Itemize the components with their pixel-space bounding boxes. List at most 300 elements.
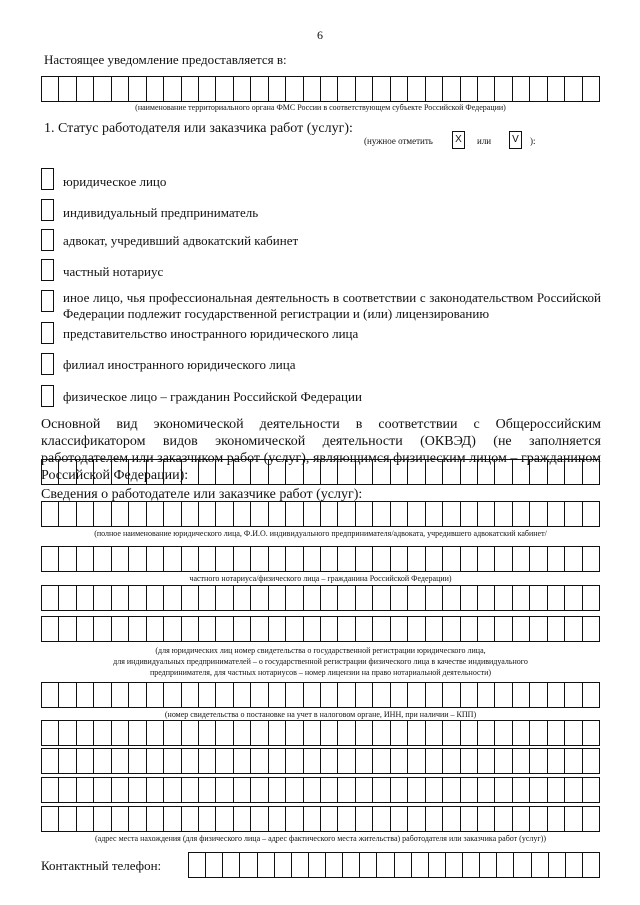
fms-authority-field[interactable]: [41, 76, 600, 102]
input-cell[interactable]: [548, 616, 565, 642]
input-cell[interactable]: [164, 585, 181, 611]
input-cell[interactable]: [286, 459, 303, 485]
input-cell[interactable]: [391, 76, 408, 102]
input-cell[interactable]: [513, 546, 530, 572]
input-cell[interactable]: [338, 459, 355, 485]
input-cell[interactable]: [548, 806, 565, 832]
input-cell[interactable]: [112, 459, 129, 485]
input-cell[interactable]: [549, 852, 566, 878]
input-cell[interactable]: [373, 720, 390, 746]
input-cell[interactable]: [338, 682, 355, 708]
input-cell[interactable]: [408, 546, 425, 572]
input-cell[interactable]: [147, 501, 164, 527]
input-cell[interactable]: [234, 459, 251, 485]
input-cell[interactable]: [514, 852, 531, 878]
input-cell[interactable]: [391, 720, 408, 746]
input-cell[interactable]: [565, 546, 582, 572]
phone-field[interactable]: [188, 852, 600, 878]
input-cell[interactable]: [338, 616, 355, 642]
input-cell[interactable]: [182, 585, 199, 611]
input-cell[interactable]: [147, 806, 164, 832]
input-cell[interactable]: [164, 806, 181, 832]
input-cell[interactable]: [478, 546, 495, 572]
input-cell[interactable]: [77, 748, 94, 774]
input-cell[interactable]: [478, 616, 495, 642]
input-cell[interactable]: [548, 76, 565, 102]
input-cell[interactable]: [147, 720, 164, 746]
input-cell[interactable]: [548, 748, 565, 774]
checkbox-legal-entity[interactable]: [41, 168, 54, 190]
input-cell[interactable]: [321, 76, 338, 102]
input-cell[interactable]: [513, 501, 530, 527]
input-cell[interactable]: [391, 806, 408, 832]
input-cell[interactable]: [199, 777, 216, 803]
input-cell[interactable]: [251, 76, 268, 102]
input-cell[interactable]: [461, 616, 478, 642]
input-cell[interactable]: [164, 501, 181, 527]
input-cell[interactable]: [495, 585, 512, 611]
input-cell[interactable]: [59, 777, 76, 803]
input-cell[interactable]: [309, 852, 326, 878]
input-cell[interactable]: [269, 777, 286, 803]
input-cell[interactable]: [443, 806, 460, 832]
input-cell[interactable]: [42, 806, 59, 832]
input-cell[interactable]: [304, 806, 321, 832]
input-cell[interactable]: [530, 585, 547, 611]
input-cell[interactable]: [373, 806, 390, 832]
input-cell[interactable]: [480, 852, 497, 878]
input-cell[interactable]: [77, 459, 94, 485]
input-cell[interactable]: [326, 852, 343, 878]
input-cell[interactable]: [42, 616, 59, 642]
input-cell[interactable]: [199, 748, 216, 774]
input-cell[interactable]: [391, 585, 408, 611]
input-cell[interactable]: [461, 585, 478, 611]
input-cell[interactable]: [77, 720, 94, 746]
input-cell[interactable]: [199, 616, 216, 642]
input-cell[interactable]: [583, 720, 600, 746]
input-cell[interactable]: [426, 546, 443, 572]
input-cell[interactable]: [147, 459, 164, 485]
input-cell[interactable]: [216, 682, 233, 708]
input-cell[interactable]: [356, 585, 373, 611]
input-cell[interactable]: [583, 748, 600, 774]
input-cell[interactable]: [565, 777, 582, 803]
input-cell[interactable]: [513, 748, 530, 774]
input-cell[interactable]: [112, 748, 129, 774]
input-cell[interactable]: [216, 720, 233, 746]
input-cell[interactable]: [269, 748, 286, 774]
input-cell[interactable]: [42, 585, 59, 611]
input-cell[interactable]: [583, 459, 600, 485]
input-cell[interactable]: [429, 852, 446, 878]
input-cell[interactable]: [251, 546, 268, 572]
registration-row-2[interactable]: [41, 616, 600, 642]
input-cell[interactable]: [304, 748, 321, 774]
input-cell[interactable]: [216, 616, 233, 642]
input-cell[interactable]: [129, 501, 146, 527]
input-cell[interactable]: [408, 748, 425, 774]
input-cell[interactable]: [94, 682, 111, 708]
input-cell[interactable]: [548, 459, 565, 485]
input-cell[interactable]: [234, 501, 251, 527]
input-cell[interactable]: [112, 585, 129, 611]
input-cell[interactable]: [343, 852, 360, 878]
input-cell[interactable]: [356, 501, 373, 527]
input-cell[interactable]: [59, 76, 76, 102]
input-cell[interactable]: [426, 76, 443, 102]
input-cell[interactable]: [408, 777, 425, 803]
checkbox-other-person[interactable]: [41, 290, 54, 312]
input-cell[interactable]: [583, 616, 600, 642]
input-cell[interactable]: [373, 682, 390, 708]
input-cell[interactable]: [251, 682, 268, 708]
input-cell[interactable]: [42, 459, 59, 485]
input-cell[interactable]: [147, 546, 164, 572]
input-cell[interactable]: [112, 806, 129, 832]
input-cell[interactable]: [164, 777, 181, 803]
input-cell[interactable]: [356, 459, 373, 485]
input-cell[interactable]: [478, 459, 495, 485]
input-cell[interactable]: [94, 546, 111, 572]
input-cell[interactable]: [513, 720, 530, 746]
input-cell[interactable]: [461, 777, 478, 803]
input-cell[interactable]: [269, 720, 286, 746]
input-cell[interactable]: [495, 777, 512, 803]
input-cell[interactable]: [129, 546, 146, 572]
input-cell[interactable]: [426, 806, 443, 832]
tax-number-field[interactable]: [41, 682, 600, 708]
input-cell[interactable]: [112, 616, 129, 642]
input-cell[interactable]: [321, 748, 338, 774]
input-cell[interactable]: [497, 852, 514, 878]
input-cell[interactable]: [478, 748, 495, 774]
input-cell[interactable]: [530, 720, 547, 746]
input-cell[interactable]: [112, 777, 129, 803]
input-cell[interactable]: [129, 720, 146, 746]
input-cell[interactable]: [251, 748, 268, 774]
input-cell[interactable]: [566, 852, 583, 878]
input-cell[interactable]: [461, 720, 478, 746]
input-cell[interactable]: [530, 501, 547, 527]
input-cell[interactable]: [164, 682, 181, 708]
input-cell[interactable]: [112, 546, 129, 572]
input-cell[interactable]: [59, 682, 76, 708]
input-cell[interactable]: [461, 546, 478, 572]
input-cell[interactable]: [461, 806, 478, 832]
input-cell[interactable]: [373, 748, 390, 774]
input-cell[interactable]: [356, 76, 373, 102]
input-cell[interactable]: [199, 459, 216, 485]
input-cell[interactable]: [199, 76, 216, 102]
input-cell[interactable]: [478, 501, 495, 527]
input-cell[interactable]: [234, 777, 251, 803]
checkbox-foreign-representation[interactable]: [41, 322, 54, 344]
input-cell[interactable]: [59, 720, 76, 746]
input-cell[interactable]: [77, 585, 94, 611]
address-row-1[interactable]: [41, 720, 600, 746]
input-cell[interactable]: [269, 501, 286, 527]
input-cell[interactable]: [112, 720, 129, 746]
input-cell[interactable]: [461, 682, 478, 708]
input-cell[interactable]: [338, 720, 355, 746]
input-cell[interactable]: [199, 720, 216, 746]
input-cell[interactable]: [338, 806, 355, 832]
input-cell[interactable]: [269, 585, 286, 611]
input-cell[interactable]: [548, 720, 565, 746]
input-cell[interactable]: [548, 546, 565, 572]
input-cell[interactable]: [77, 806, 94, 832]
input-cell[interactable]: [182, 720, 199, 746]
input-cell[interactable]: [391, 682, 408, 708]
input-cell[interactable]: [565, 720, 582, 746]
input-cell[interactable]: [275, 852, 292, 878]
input-cell[interactable]: [548, 777, 565, 803]
input-cell[interactable]: [426, 720, 443, 746]
input-cell[interactable]: [286, 777, 303, 803]
checkbox-lawyer[interactable]: [41, 229, 54, 251]
input-cell[interactable]: [513, 682, 530, 708]
input-cell[interactable]: [94, 806, 111, 832]
input-cell[interactable]: [42, 546, 59, 572]
input-cell[interactable]: [408, 501, 425, 527]
input-cell[interactable]: [408, 720, 425, 746]
input-cell[interactable]: [304, 720, 321, 746]
input-cell[interactable]: [199, 546, 216, 572]
input-cell[interactable]: [321, 501, 338, 527]
input-cell[interactable]: [426, 616, 443, 642]
input-cell[interactable]: [530, 777, 547, 803]
input-cell[interactable]: [391, 501, 408, 527]
input-cell[interactable]: [495, 459, 512, 485]
input-cell[interactable]: [478, 720, 495, 746]
input-cell[interactable]: [206, 852, 223, 878]
input-cell[interactable]: [304, 76, 321, 102]
input-cell[interactable]: [338, 777, 355, 803]
input-cell[interactable]: [234, 76, 251, 102]
input-cell[interactable]: [147, 777, 164, 803]
input-cell[interactable]: [513, 777, 530, 803]
input-cell[interactable]: [321, 806, 338, 832]
input-cell[interactable]: [129, 616, 146, 642]
input-cell[interactable]: [461, 459, 478, 485]
input-cell[interactable]: [495, 76, 512, 102]
input-cell[interactable]: [443, 501, 460, 527]
input-cell[interactable]: [495, 720, 512, 746]
input-cell[interactable]: [94, 585, 111, 611]
input-cell[interactable]: [338, 585, 355, 611]
input-cell[interactable]: [286, 616, 303, 642]
input-cell[interactable]: [129, 682, 146, 708]
input-cell[interactable]: [251, 585, 268, 611]
input-cell[interactable]: [478, 76, 495, 102]
input-cell[interactable]: [216, 501, 233, 527]
input-cell[interactable]: [216, 777, 233, 803]
input-cell[interactable]: [461, 76, 478, 102]
input-cell[interactable]: [286, 806, 303, 832]
input-cell[interactable]: [251, 777, 268, 803]
input-cell[interactable]: [583, 852, 600, 878]
input-cell[interactable]: [94, 616, 111, 642]
input-cell[interactable]: [495, 682, 512, 708]
input-cell[interactable]: [583, 777, 600, 803]
input-cell[interactable]: [408, 585, 425, 611]
input-cell[interactable]: [129, 585, 146, 611]
input-cell[interactable]: [304, 501, 321, 527]
input-cell[interactable]: [42, 720, 59, 746]
input-cell[interactable]: [286, 546, 303, 572]
input-cell[interactable]: [338, 546, 355, 572]
input-cell[interactable]: [478, 682, 495, 708]
input-cell[interactable]: [395, 852, 412, 878]
input-cell[interactable]: [42, 76, 59, 102]
input-cell[interactable]: [182, 616, 199, 642]
input-cell[interactable]: [426, 748, 443, 774]
input-cell[interactable]: [478, 585, 495, 611]
input-cell[interactable]: [94, 748, 111, 774]
input-cell[interactable]: [356, 720, 373, 746]
input-cell[interactable]: [164, 459, 181, 485]
input-cell[interactable]: [269, 546, 286, 572]
input-cell[interactable]: [356, 748, 373, 774]
input-cell[interactable]: [94, 76, 111, 102]
input-cell[interactable]: [164, 76, 181, 102]
input-cell[interactable]: [129, 76, 146, 102]
input-cell[interactable]: [321, 682, 338, 708]
input-cell[interactable]: [408, 76, 425, 102]
input-cell[interactable]: [234, 546, 251, 572]
input-cell[interactable]: [532, 852, 549, 878]
input-cell[interactable]: [112, 501, 129, 527]
input-cell[interactable]: [356, 777, 373, 803]
input-cell[interactable]: [377, 852, 394, 878]
input-cell[interactable]: [147, 585, 164, 611]
address-row-2[interactable]: [41, 748, 600, 774]
input-cell[interactable]: [443, 76, 460, 102]
input-cell[interactable]: [286, 76, 303, 102]
input-cell[interactable]: [356, 616, 373, 642]
input-cell[interactable]: [412, 852, 429, 878]
input-cell[interactable]: [548, 682, 565, 708]
input-cell[interactable]: [426, 682, 443, 708]
input-cell[interactable]: [199, 501, 216, 527]
input-cell[interactable]: [286, 585, 303, 611]
input-cell[interactable]: [443, 748, 460, 774]
input-cell[interactable]: [42, 748, 59, 774]
input-cell[interactable]: [373, 501, 390, 527]
input-cell[interactable]: [304, 616, 321, 642]
input-cell[interactable]: [286, 682, 303, 708]
input-cell[interactable]: [59, 806, 76, 832]
input-cell[interactable]: [443, 585, 460, 611]
input-cell[interactable]: [338, 76, 355, 102]
input-cell[interactable]: [583, 501, 600, 527]
input-cell[interactable]: [164, 616, 181, 642]
input-cell[interactable]: [292, 852, 309, 878]
input-cell[interactable]: [251, 459, 268, 485]
input-cell[interactable]: [182, 682, 199, 708]
input-cell[interactable]: [426, 777, 443, 803]
input-cell[interactable]: [321, 720, 338, 746]
checkbox-foreign-branch[interactable]: [41, 353, 54, 375]
input-cell[interactable]: [391, 616, 408, 642]
input-cell[interactable]: [443, 682, 460, 708]
input-cell[interactable]: [583, 76, 600, 102]
input-cell[interactable]: [77, 682, 94, 708]
input-cell[interactable]: [548, 501, 565, 527]
input-cell[interactable]: [269, 76, 286, 102]
input-cell[interactable]: [478, 806, 495, 832]
input-cell[interactable]: [269, 616, 286, 642]
input-cell[interactable]: [251, 720, 268, 746]
input-cell[interactable]: [304, 682, 321, 708]
okved-field[interactable]: [41, 459, 600, 485]
input-cell[interactable]: [269, 806, 286, 832]
input-cell[interactable]: [530, 682, 547, 708]
input-cell[interactable]: [189, 852, 206, 878]
input-cell[interactable]: [59, 616, 76, 642]
input-cell[interactable]: [129, 777, 146, 803]
input-cell[interactable]: [182, 501, 199, 527]
input-cell[interactable]: [321, 616, 338, 642]
input-cell[interactable]: [182, 748, 199, 774]
input-cell[interactable]: [426, 501, 443, 527]
input-cell[interactable]: [565, 585, 582, 611]
input-cell[interactable]: [182, 459, 199, 485]
input-cell[interactable]: [164, 748, 181, 774]
input-cell[interactable]: [234, 616, 251, 642]
input-cell[interactable]: [530, 616, 547, 642]
input-cell[interactable]: [478, 777, 495, 803]
input-cell[interactable]: [147, 76, 164, 102]
input-cell[interactable]: [286, 748, 303, 774]
input-cell[interactable]: [443, 720, 460, 746]
input-cell[interactable]: [583, 682, 600, 708]
input-cell[interactable]: [77, 76, 94, 102]
input-cell[interactable]: [495, 501, 512, 527]
input-cell[interactable]: [234, 585, 251, 611]
input-cell[interactable]: [129, 748, 146, 774]
address-row-4[interactable]: [41, 806, 600, 832]
input-cell[interactable]: [240, 852, 257, 878]
employer-name-row-2[interactable]: [41, 546, 600, 572]
input-cell[interactable]: [443, 546, 460, 572]
input-cell[interactable]: [565, 616, 582, 642]
input-cell[interactable]: [77, 546, 94, 572]
input-cell[interactable]: [356, 546, 373, 572]
input-cell[interactable]: [59, 459, 76, 485]
input-cell[interactable]: [251, 501, 268, 527]
input-cell[interactable]: [373, 616, 390, 642]
input-cell[interactable]: [495, 748, 512, 774]
input-cell[interactable]: [530, 76, 547, 102]
input-cell[interactable]: [77, 501, 94, 527]
input-cell[interactable]: [59, 546, 76, 572]
input-cell[interactable]: [258, 852, 275, 878]
input-cell[interactable]: [513, 585, 530, 611]
input-cell[interactable]: [513, 459, 530, 485]
input-cell[interactable]: [269, 459, 286, 485]
input-cell[interactable]: [373, 459, 390, 485]
input-cell[interactable]: [216, 585, 233, 611]
input-cell[interactable]: [216, 546, 233, 572]
input-cell[interactable]: [513, 76, 530, 102]
input-cell[interactable]: [304, 777, 321, 803]
input-cell[interactable]: [391, 459, 408, 485]
input-cell[interactable]: [583, 546, 600, 572]
input-cell[interactable]: [216, 459, 233, 485]
input-cell[interactable]: [426, 459, 443, 485]
